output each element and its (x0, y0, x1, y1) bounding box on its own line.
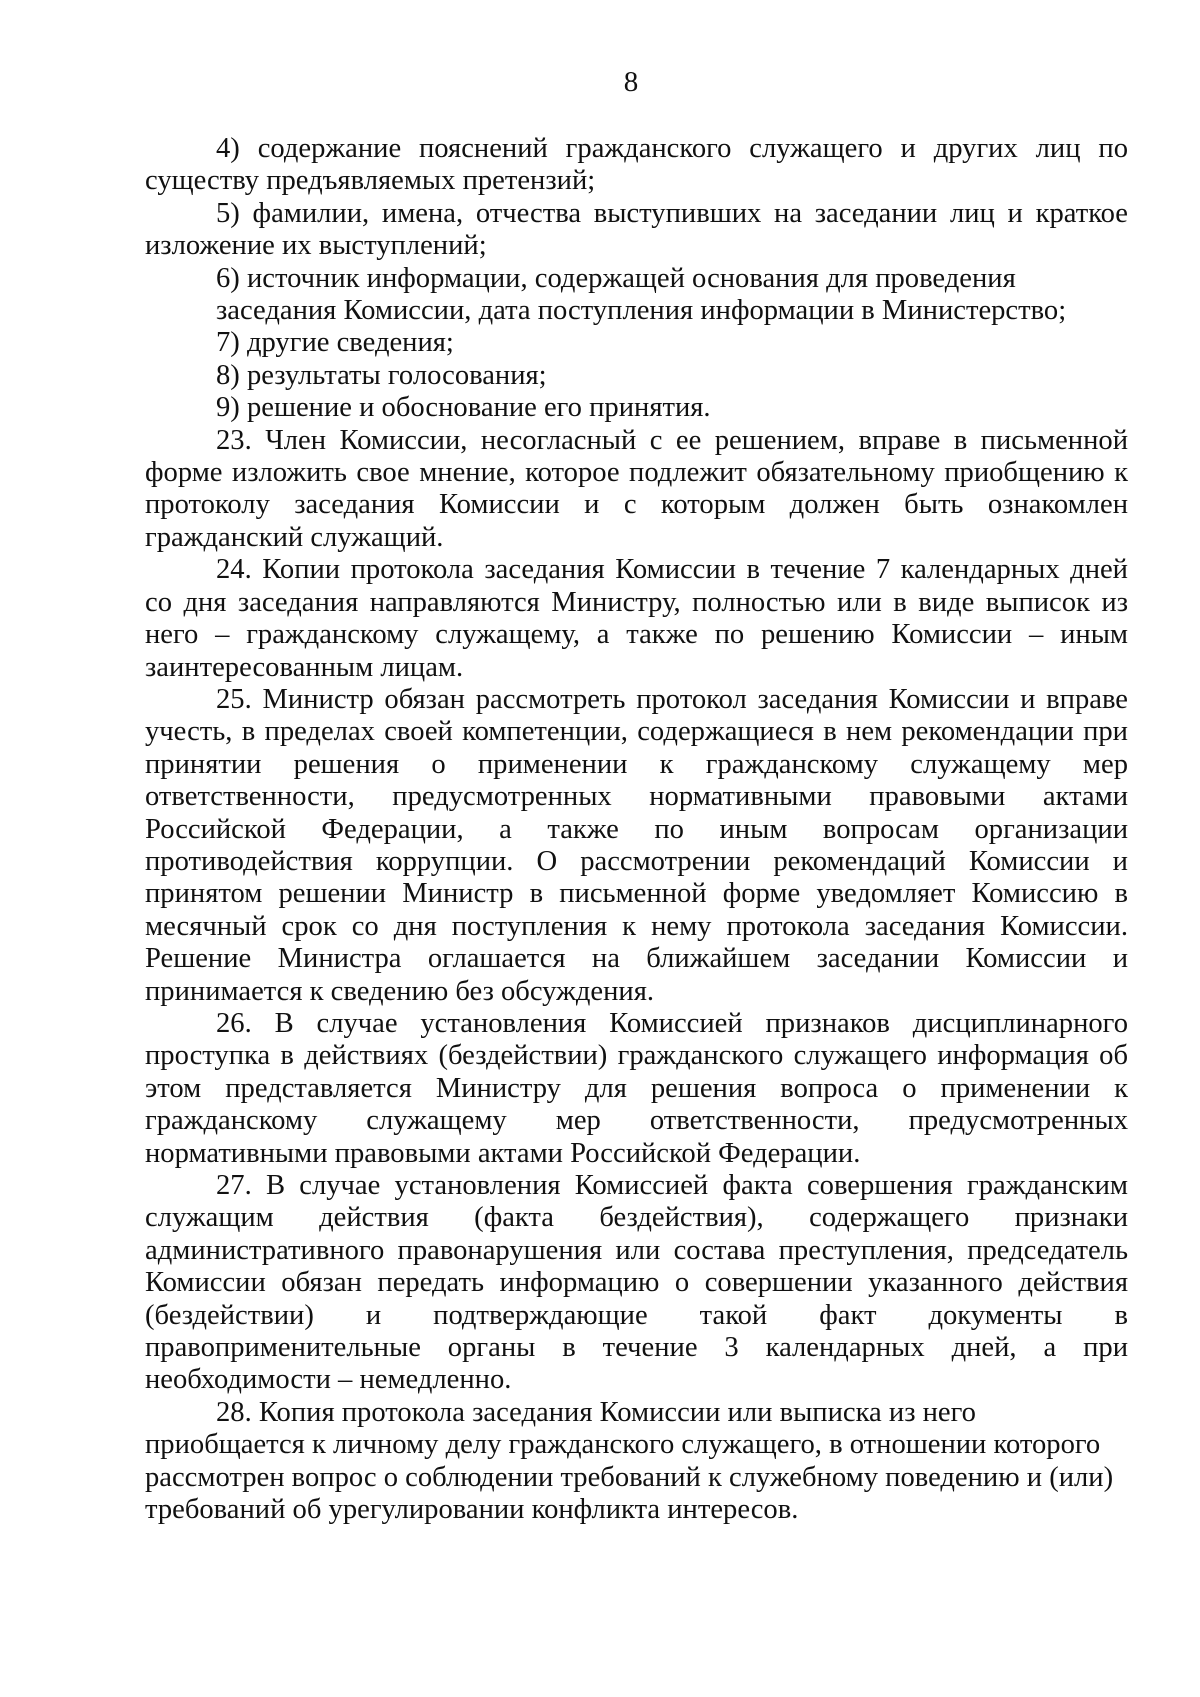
paragraph-item-6: 6) источник информации, содержащей основания для проведения заседания Комиссии, дата поступления информации в Министерство; (216, 262, 1067, 327)
paragraph-24: 24. Копии протокола заседания Комиссии в течение 7 календарных дней со дня заседания направляются Министру, полностью или в виде выписок из него – гражданскому служащему, а также по решению Комиссии – иным заинтересованным лицам. (145, 554, 1128, 683)
paragraph-23: 23. Член Комиссии, несогласный с ее решением, вправе в письменной форме изложить свое мнение, которое подлежит обязательному приобщению к протоколу заседания Комиссии и с которым должен быть ознакомлен гражданский служащий. (145, 424, 1128, 553)
paragraph-item-7: 7) другие сведения; (216, 327, 454, 359)
page-number: 8 (623, 66, 639, 98)
paragraph-item-4: 4) содержание пояснений гражданского служащего и других лиц по существу предъявляемых претензий; (145, 133, 1128, 197)
paragraph-27: 27. В случае установления Комиссией факта совершения гражданским служащим действия (факта бездействия), содержащего признаки административного правонарушения или состава преступления, председатель Комиссии обязан передать информацию о совершении указанного действия (бездействии) и подтверждающие такой факт документы в правоприменительные органы в течение 3 календарных дней, а при необходимости – немедленно. (145, 1170, 1128, 1396)
paragraph-25: 25. Министр обязан рассмотреть протокол заседания Комиссии и вправе учесть, в пределах своей компетенции, содержащиеся в нем рекомендации при принятии решения о применении к гражданскому служащему мер ответственности, предусмотренных нормативными правовыми актами Российской Федерации, а также по иным вопросам организации противодействия коррупции. О рассмотрении рекомендаций Комиссии и принятом решении Министр в письменной форме уведомляет Комиссию в месячный срок со дня поступления к нему протокола заседания Комиссии. Решение Министра оглашается на ближайшем заседании Комиссии и принимается к сведению без обсуждения. (145, 683, 1128, 1007)
paragraph-28: 28. Копия протокола заседания Комиссии или выписка из него приобщается к личному делу гражданского служащего, в отношении которого рассмотрен вопрос о соблюдении требований к служебному поведению и (или) требований об урегулировании конфликта интересов. (145, 1396, 1114, 1526)
paragraph-item-5: 5) фамилии, имена, отчества выступивших на заседании лиц и краткое изложение их выступлений; (145, 197, 1128, 262)
paragraph-item-9: 9) решение и обоснование его принятия. (216, 392, 711, 424)
paragraph-26: 26. В случае установления Комиссией признаков дисциплинарного проступка в действиях (бездействии) гражданского служащего информация об этом представляется Министру для решения вопроса о применении к гражданскому служащему мер ответственности, предусмотренных нормативными правовыми актами Российской Федерации. (145, 1007, 1128, 1169)
document-body (145, 133, 1128, 1526)
paragraph-item-8: 8) результаты голосования; (216, 359, 547, 391)
